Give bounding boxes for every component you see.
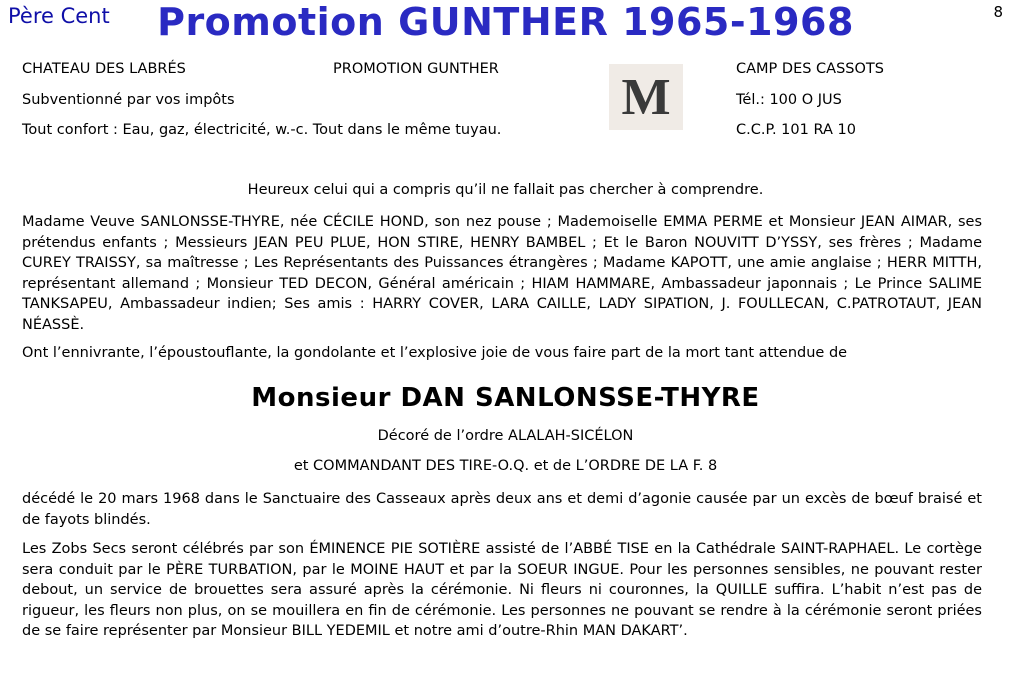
- decoration-line-1: Décoré de l’ordre ALALAH-SICÉLON: [377, 428, 634, 444]
- decoration-line-2: et COMMANDANT DES TIRE-O.Q. et de L’ORDRE DE LA F. 8: [293, 458, 718, 474]
- family-paragraph: Madame Veuve SANLONSSE-THYRE, née CÉCILE HOND, son nez pouse ; Mademoiselle EMMA PERME et Monsieur JEAN AIMAR, ses prétendus enfants ; Messieurs JEAN PEU PLUE, HON STIRE, HENRY BAMBEL ; Et le Baron NOUVITT D’YSSY, ses frères ; Madame CUREY TRAISSY, sa maîtresse ; Les Représentants des Puissances étrangères ; Madame KAPOTT, une amie anglaise ; HERR MITTH, représentant allemand ; Monsieur TED DECON, Général américain ; HIAM HAMMARE, Ambassadeur japonnais ; Le Prince SALIME TANKSAPEU, Ambassadeur indien; Ses amis : HARRY COVER, LARA CAILLE, LADY SIPATION, J. FOULLECAN, C.PATROTAUT, JEAN NÉASSÈ.: [22, 214, 982, 333]
- letterhead-comfort: Tout confort : Eau, gaz, électricité, w.-c. Tout dans le même tuyau.: [22, 122, 502, 138]
- letterhead-camp: CAMP DES CASSOTS: [736, 61, 884, 77]
- letterhead-promotion: PROMOTION GUNTHER: [333, 61, 499, 77]
- page-number: 8: [993, 3, 1003, 21]
- announcement: Ont l’ennivrante, l’époustouflante, la gondolante et l’explosive joie de vous faire part de la mort tant attendue de: [22, 345, 848, 361]
- ceremony-paragraph: Les Zobs Secs seront célébrés par son ÉMINENCE PIE SOTIÈRE assisté de l’ABBÉ TISE en la Cathédrale SAINT-RAPHAEL. Le cortège sera conduit par le PÈRE TURBATION, par le MOINE HAUT et par la SOEUR INGUE. Pour les personnes sensibles, ne pouvant rester debout, un service de brouettes sera assuré après la cérémonie. Ni fleurs ni couronnes, la QUILLE suffira. L’habit n’est pas de rigueur, les fleurs non plus, on se mouillera en fin de cérémonie. Les personnes ne pouvant se rendre à la cérémonie seront priées de se faire représenter par Monsieur BILL YEDEMIL et notre ami d’outre-Rhin MAN DAKART’.: [22, 541, 982, 639]
- page-title: Promotion GUNTHER 1965-1968: [157, 0, 854, 44]
- deceased-name: Monsieur DAN SANLONSSE-THYRE: [251, 383, 760, 413]
- logo-m: [609, 64, 683, 130]
- letterhead-phone: Tél.: 100 O JUS: [736, 92, 842, 108]
- letterhead-ccp: C.C.P. 101 RA 10: [736, 122, 856, 138]
- logo-letter: M: [621, 69, 671, 126]
- letterhead-name: CHATEAU DES LABRÉS: [22, 61, 186, 77]
- motto: Heureux celui qui a compris qu’il ne fallait pas chercher à comprendre.: [247, 182, 764, 198]
- letterhead-funding: Subventionné par vos impôts: [22, 92, 235, 108]
- corner-label: Père Cent: [8, 4, 110, 28]
- death-paragraph: décédé le 20 mars 1968 dans le Sanctuaire des Casseaux après deux ans et demi d’agonie causée par un excès de bœuf braisé et de fayots blindés.: [22, 491, 982, 528]
